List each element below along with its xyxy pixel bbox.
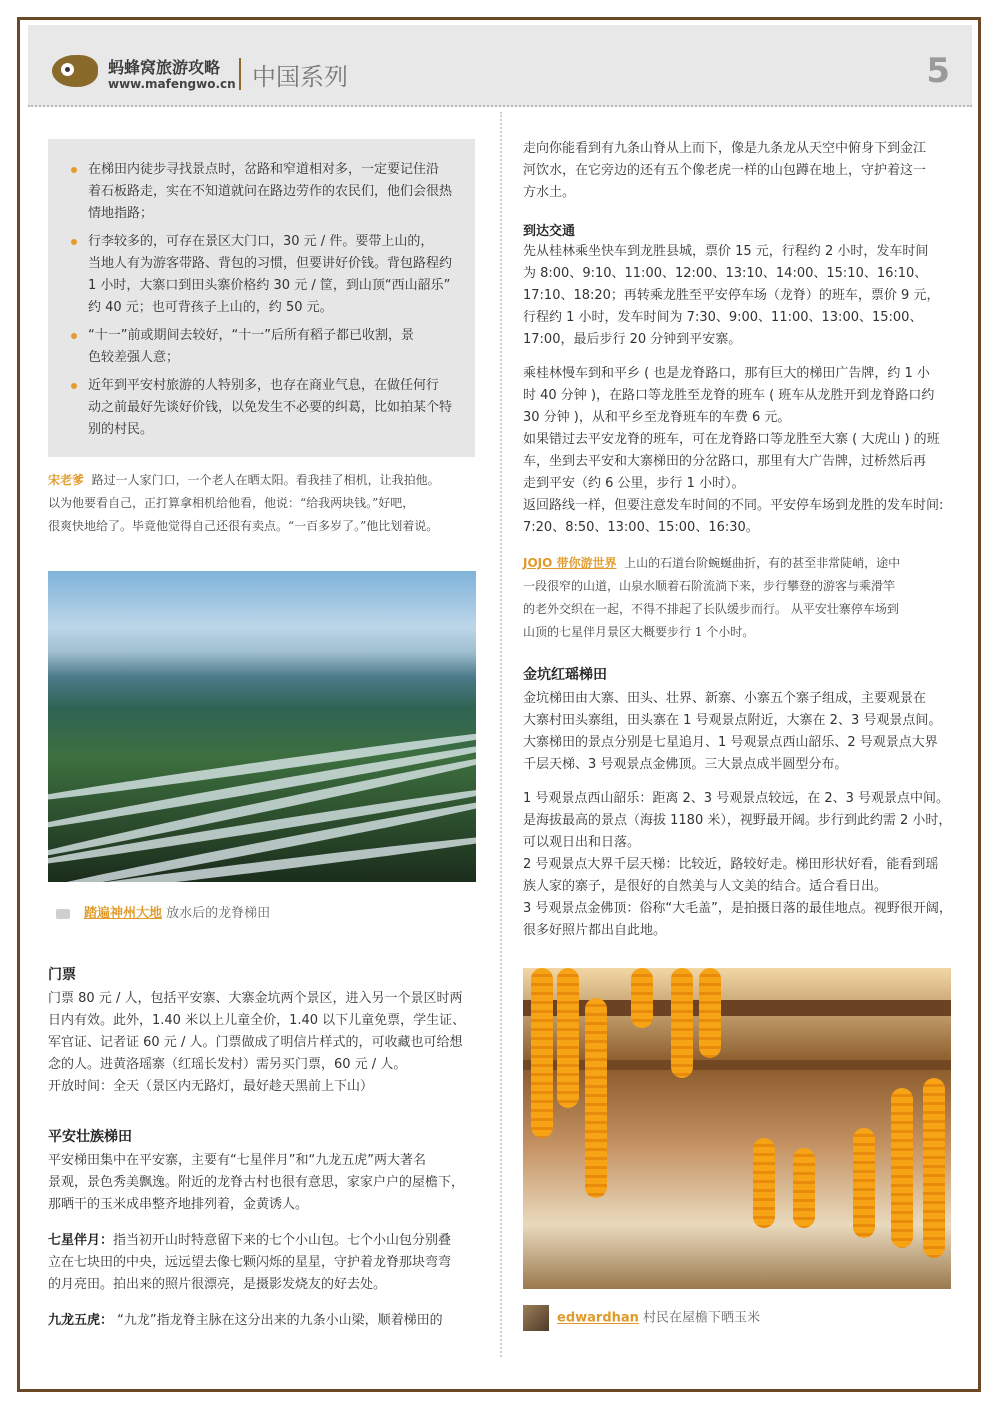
transport-line: 乘桂林慢车到和平乡 ( 也是龙脊路口，那有巨大的梯田广告牌，约 1 小 (523, 366, 930, 381)
ticket-line: 开放时间：全天（景区内无路灯，最好趁天黑前上下山） (48, 1079, 374, 1094)
jiulong-text: “九龙”指龙脊主脉在这分出来的九条小山梁，顺着梯田的 (117, 1313, 443, 1328)
tip-line: 近年到平安村旅游的人特别多，也存在商业气息，在做任何行 (88, 378, 440, 393)
tip-item (68, 159, 475, 225)
qixing-line: 的月亮田。拍出来的照片很漂亮，是摄影发烧友的好去处。 (48, 1277, 387, 1292)
ticket-section (48, 964, 465, 1098)
jinkeng-line: 1 号观景点西山韶乐：距离 2、3 号观景点较远，在 2、3 号观景点中间。 (523, 791, 950, 806)
page-number: 5 (926, 51, 950, 91)
pingan-line: 那晒干的玉米成串整齐地排列着，金黄诱人。 (48, 1197, 309, 1212)
pingan-section (48, 1126, 464, 1216)
quote-text: 上山的石道台阶蜿蜒曲折，有的甚至非常陡峭，途中 (624, 556, 901, 570)
tip-line: 动之前最好先谈好价钱，以免发生不必要的纠葛，比如拍某个特 (88, 400, 453, 415)
mafengwo-logo-icon (52, 55, 98, 87)
transport-line: 车，坐到去平安和大寨梯田的分岔路口，那里有大广告牌，过桥然后再 (523, 454, 927, 469)
ticket-line: 门票 80 元 / 人，包括平安寨、大寨金坑两个景区，进入另一个景区时两 (48, 991, 463, 1006)
tip-item (68, 231, 475, 319)
quote-line (523, 552, 900, 575)
quote-line: 的老外交织在一起，不得不排起了长队缓步而行。 从平安壮寨停车场到 (523, 602, 899, 616)
quote-line: 以为他要看自己，正打算拿相机给他看，他说：“给我两块钱。”好吧， (48, 496, 415, 510)
qixing-line: 立在七块田的中央，远远望去像七颗闪烁的星星，守护着龙脊那块弯弯 (48, 1255, 452, 1270)
quote-author[interactable]: 宋老爹 (48, 473, 85, 487)
longji-terraces-photo (48, 571, 476, 882)
quote-line: 山顶的七星伴月景区大概要步行 1 个小时。 (523, 625, 755, 639)
tip-item (68, 375, 475, 441)
transport-line: 时 40 分钟 )，在路口等龙胜至龙脊的班车 ( 班车从龙胜开到龙脊路口约 (523, 388, 935, 403)
transport-line: 行程约 1 小时，发车时间为 7:30、9:00、11:00、13:00、15:00、 (523, 310, 923, 325)
column-divider (500, 112, 502, 1357)
quote-text: 路过一人家门口，一个老人在晒太阳。看我挂了相机，让我拍他。 (91, 473, 440, 487)
jinkeng-line: 是海拔最高的景点（海拔 1180 米），视野最开阔。步行到此约需 2 小时， (523, 813, 952, 828)
traveler-quote-2 (523, 552, 900, 644)
jinkeng-line: 3 号观景点金佛顶：俗称“大毛盖”，是拍摄日落的最佳地点。视野很开阔， (523, 901, 952, 916)
header-separator (239, 58, 241, 90)
transport-line: 7:20、8:50、13:00、15:00、16:30。 (523, 520, 759, 535)
jiulong-line (48, 1310, 443, 1332)
photo1-author-link[interactable]: 踏遍神州大地 (84, 906, 163, 921)
jinkeng-line: 大寨梯田的景点分别是七星追月、1 号观景点西山韶乐、2 号观景点大界 (523, 735, 938, 750)
transport-line: 17:10、18:20；再转乘龙胜至平安停车场（龙脊）的班车，票价 9 元， (523, 288, 940, 303)
photo2-caption (523, 1305, 760, 1331)
transport-line: 如果错过去平安龙脊的班车，可在龙脊路口等龙胜至大寨 ( 大虎山 ) 的班 (523, 432, 940, 447)
jiulong-continued (523, 138, 926, 204)
pingan-heading: 平安壮族梯田 (48, 1129, 132, 1145)
jinkeng-line: 千层天梯、3 号观景点金佛顶。三大景点成半圆型分布。 (523, 757, 848, 772)
page-frame (17, 17, 981, 1392)
jiulong-section (48, 1310, 443, 1332)
qixing-section (48, 1230, 451, 1296)
transport-line: 30 分钟 )，从和平乡至龙脊班车的车费 6 元。 (523, 410, 791, 425)
qixing-label: 七星伴月： (48, 1233, 114, 1248)
jinkeng-line: 族人家的寨子，是很好的自然美与人文美的结合。适合看日出。 (523, 879, 888, 894)
jiulong-line: 走向你能看到有九条山脊从上而下，像是九条龙从天空中俯身下到金江 (523, 141, 927, 156)
photo1-caption-text: 放水后的龙脊梯田 (166, 906, 271, 921)
tip-line: 行李较多的，可存在景区大门口，30 元 / 件。要带上山的， (88, 234, 434, 249)
transport-line: 走到平安（约 6 公里，步行 1 小时）。 (523, 476, 745, 491)
quote-line: 一段很窄的山道，山泉水顺着石阶流淌下来，步行攀登的游客与乘滑竿 (523, 579, 896, 593)
transport-line: 17:00，最后步行 20 分钟到平安寨。 (523, 332, 742, 347)
jinkeng-heading: 金坑红瑶梯田 (523, 667, 607, 683)
drying-corn-photo (523, 968, 951, 1289)
ticket-line: 军官证、记者证 60 元 / 人。门票做成了明信片样式的，可收藏也可给想 (48, 1035, 463, 1050)
transport-heading: 到达交通 (523, 224, 576, 239)
traveler-quote-1 (48, 469, 440, 538)
quote-line (48, 469, 440, 492)
tip-line: “十一”前或期间去较好，“十一”后所有稻子都已收割，景 (88, 328, 414, 343)
series-title: 中国系列 (252, 63, 348, 91)
jinkeng-line: 很多好照片都出自此地。 (523, 923, 667, 938)
ticket-line: 日内有效。此外，1.40 米以上儿童全价，1.40 以下儿童免票，学生证、 (48, 1013, 466, 1028)
page-header (28, 25, 972, 107)
author-avatar (523, 1305, 549, 1331)
quote-author-link[interactable]: JOJO 带你游世界 (523, 556, 617, 570)
brand-url: www.mafengwo.cn (108, 77, 236, 91)
tip-line: 在梯田内徒步寻找景点时，岔路和窄道相对多，一定要记住沿 (88, 162, 440, 177)
tip-line: 当地人有为游客带路、背包的习惯，但要讲好价钱。背包路程约 (88, 256, 453, 271)
tips-box (48, 139, 475, 457)
photo2-author-link[interactable]: edwardhan (557, 1310, 639, 1326)
jinkeng-line: 金坑梯田由大寨、田头、壮界、新寨、小寨五个寨子组成，主要观景在 (523, 691, 927, 706)
quote-line: 很爽快地给了。毕竟他觉得自己还很有卖点。“一百多岁了。”他比划着说。 (48, 519, 439, 533)
transport-line: 返回路线一样，但要注意发车时间的不同。平安停车场到龙胜的发车时间: (523, 498, 944, 513)
tip-line: 情地指路； (88, 206, 154, 221)
tip-line: 约 40 元；也可背孩子上山的，约 50 元。 (88, 300, 333, 315)
transport-line: 为 8:00、9:10、11:00、12:00、13:10、14:00、15:10、16:10、 (523, 266, 928, 281)
ticket-line: 念的人。进黄洛瑶寨（红瑶长发村）需另买门票，60 元 / 人。 (48, 1057, 407, 1072)
photo2-caption-text: 村民在屋檐下晒玉米 (643, 1310, 761, 1326)
camera-icon (56, 909, 70, 919)
jinkeng-line: 可以观日出和日落。 (523, 835, 641, 850)
tip-line: 1 小时，大寨口到田头寨价格约 30 元 / 筐，到山顶“西山韶乐” (88, 278, 451, 293)
jiulong-line: 方水土。 (523, 185, 576, 200)
jinkeng-line: 大寨村田头寨组，田头寨在 1 号观景点附近，大寨在 2、3 号观景点间。 (523, 713, 942, 728)
tip-line: 别的村民。 (88, 422, 154, 437)
jiulong-line: 河饮水，在它旁边的还有五个像老虎一样的山包蹲在地上，守护着这一 (523, 163, 927, 178)
tip-item (68, 325, 475, 369)
photo1-caption (56, 902, 270, 921)
jiulong-label: 九龙五虎： (48, 1313, 114, 1328)
jinkeng-section (523, 664, 952, 942)
pingan-line: 平安梯田集中在平安寨，主要有“七星伴月”和“九龙五虎”两大著名 (48, 1153, 426, 1168)
tip-line: 色较差强人意； (88, 350, 180, 365)
ticket-heading: 门票 (48, 967, 76, 983)
jinkeng-line: 2 号观景点大界千层天梯：比较近，路较好走。梯田形状好看，能看到瑶 (523, 857, 939, 872)
qixing-line (48, 1230, 451, 1252)
transport-section (523, 220, 943, 539)
pingan-line: 景观，景色秀美飘逸。附近的龙脊古村也很有意思，家家户户的屋檐下， (48, 1175, 465, 1190)
transport-line: 先从桂林乘坐快车到龙胜县城，票价 15 元，行程约 2 小时，发车时间 (523, 244, 929, 259)
tip-line: 着石板路走，实在不知道就问在路边劳作的农民们，他们会很热 (88, 184, 453, 199)
brand-name: 蚂蜂窝旅游攻略 (108, 58, 221, 77)
qixing-text: 指当初开山时特意留下来的七个小山包。七个小山包分别叠 (113, 1233, 452, 1248)
